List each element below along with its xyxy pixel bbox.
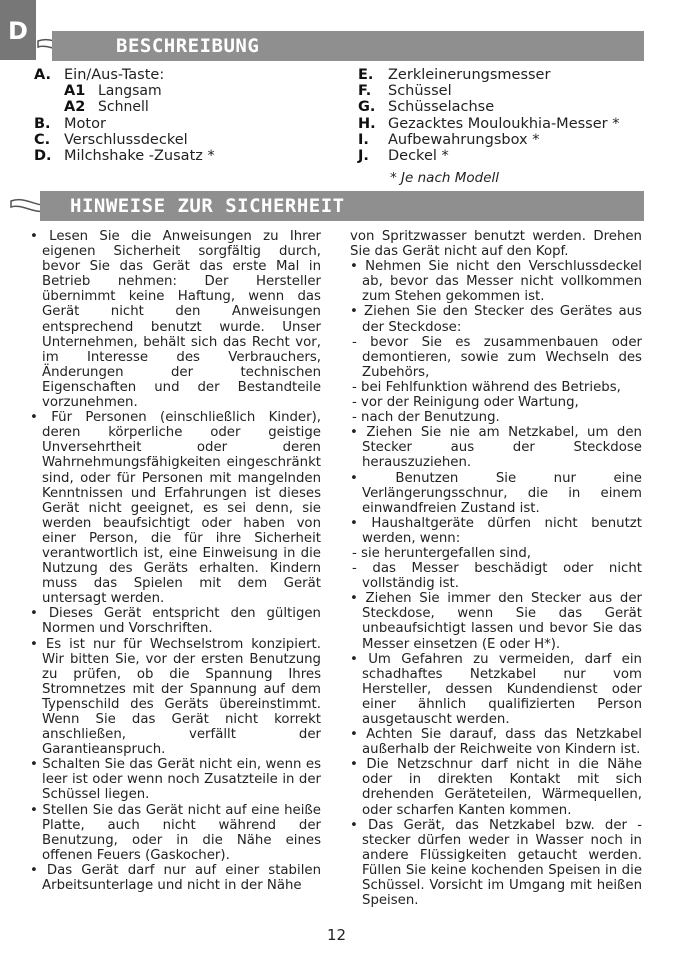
safety-bullet: • Es ist nur für Wechselstrom konzipiert. Wir bitten Sie, vor der ersten Benutzung zu prüfen, ob die Spannung Ihres Stromnetzes mit der Spannung auf dem Typenschild des Geräts übereinstimmt. Wenn Sie das Gerät nicht korrekt anschließen, verfällt der Garantieanspruch. [30,637,321,758]
item-key: G. [358,99,376,116]
safety-sub-item: - vor der Reinigung oder Wartung, [350,395,642,410]
safety-bullet: • Das Gerät darf nur auf einer stabilen Arbeitsunterlage und nicht in der Nähe [30,863,321,893]
safety-bullet: • Ziehen Sie den Stecker des Gerätes aus der Steckdose: [350,304,642,334]
safety-sub-item: - bevor Sie es zusammenbauen oder demontieren, sowie zum Wechseln des Zubehörs, [350,335,642,380]
safety-bullet: • Schalten Sie das Gerät nicht ein, wenn es leer ist oder wenn noch Zusatzteile in der Schüssel liegen. [30,757,321,802]
item-key: H. [358,115,376,132]
item-key: A1 [64,83,86,100]
safety-bullet: • Das Gerät, das Netzkabel bzw. der -stecker dürfen weder in Wasser noch in andere Flüssigkeiten getaucht werden. Füllen Sie keine kochenden Speisen in die Schüssel. Vorsicht im Umgang mit heißen Speisen. [350,818,642,909]
page-number: 12 [326,926,347,944]
safety-bullet: • Stellen Sie das Gerät nicht auf eine heiße Platte, auch nicht während der Benutzung, oder in die Nähe eines offenen Feuers (Gaskocher). [30,803,321,863]
language-tab [0,0,36,60]
description-banner [52,31,644,61]
safety-banner [40,191,644,221]
description-item [358,67,658,83]
item-key: A. [34,67,51,83]
description-item [34,99,334,115]
safety-sub-item: - nach der Benutzung. [350,410,642,425]
item-key: C. [34,131,51,148]
item-text: Langsam [98,83,162,100]
description-item [34,132,334,148]
item-text: Verschlussdeckel [64,131,188,148]
description-item [34,83,334,99]
item-key: J. [358,147,369,164]
safety-title: HINWEISE ZUR SICHERHEIT [70,195,345,217]
item-text: Motor [64,115,106,132]
safety-bullet: • Haushaltgeräte dürfen nicht benutzt werden, wenn: [350,516,642,546]
description-item [358,132,658,148]
description-left-list [34,67,334,164]
safety-sub-item: - sie heruntergefallen sind, [350,546,642,561]
safety-bullet: • Um Gefahren zu vermeiden, darf ein schadhaftes Netzkabel nur vom Hersteller, dessen Kundendienst oder einer ähnlich qualifizierten Person ausgetauscht werden. [350,652,642,727]
item-key: A2 [64,99,86,116]
description-item [358,99,658,115]
item-key: E. [358,67,374,83]
safety-text: von Spritzwasser benutzt werden. Drehen Sie das Gerät nicht auf den Kopf. [350,229,642,260]
safety-sub-item: - bei Fehlfunktion während des Betriebs, [350,380,642,395]
description-right-list [358,67,658,164]
item-text: Schüsselachse [388,99,495,116]
safety-left-column [30,229,321,893]
safety-bullet: • Achten Sie darauf, dass das Netzkabel außerhalb der Reichweite von Kindern ist. [350,727,642,757]
safety-bullet: • Für Personen (einschließlich Kinder), deren körperliche oder geistige Unversehrtheit oder deren Wahrnehmungsfähigkeiten eingeschränkt sind, oder für Personen mit mangelnden Kenntnissen und Erfahrungen ist dieses Gerät nicht geeignet, es sei denn, sie werden beaufsichtigt oder haben von einer Person, die für ihre Sicherheit verantwortlich ist, eine Einweisung in die Nutzung des Geräts erhalten. Kindern muss das Spielen mit dem Gerät untersagt werden. [30,410,321,606]
safety-bullet: • Benutzen Sie nur eine Verlängerungsschnur, die in einem einwandfreien Zustand ist. [350,471,642,516]
safety-bullet: • Die Netzschnur darf nicht in die Nähe oder in direkten Kontakt mit sich drehenden Geräteteilen, Wärmequellen, oder scharfen Kanten kommen. [350,757,642,817]
description-item [358,116,658,132]
safety-bullet: • Ziehen Sie immer den Stecker aus der Steckdose, wenn Sie das Gerät unbeaufsichtigt lassen und bevor Sie das Messer einsetzen (E oder H*). [350,591,642,651]
item-key: F. [358,83,372,100]
item-text: Zerkleinerungsmesser [388,67,551,83]
description-item [34,67,334,83]
item-text: Milchshake -Zusatz * [64,147,215,164]
safety-bullet: • Dieses Gerät entspricht den gültigen Normen und Vorschriften. [30,606,321,636]
item-text: Gezacktes Mouloukhia-Messer * [388,115,620,132]
item-key: B. [34,115,51,132]
safety-sub-item: - das Messer beschädigt oder nicht vollständig ist. [350,561,642,591]
item-text: Ein/Aus-Taste: [64,67,165,83]
language-code: D [8,17,28,45]
item-text: Aufbewahrungsbox * [388,131,540,148]
description-item [358,148,658,164]
description-item [34,148,334,164]
item-text: Deckel * [388,147,449,164]
description-title: BESCHREIBUNG [116,35,260,57]
description-footnote: * Je nach Modell [390,170,500,186]
safety-bullet: • Lesen Sie die Anweisungen zu Ihrer eigenen Sicherheit sorgfältig durch, bevor Sie das Gerät das erste Mal in Betrieb nehmen: Der Hersteller übernimmt keine Haftung, wenn das Gerät nicht den Anweisungen entsprechend benutzt wurde. Unser Unternehmen, behält sich das Recht vor, im Interesse des Verbrauchers, Änderungen der technischen Eigenschaften und der Bestandteile vorzunehmen. [30,229,321,410]
item-key: D. [34,147,52,164]
safety-right-column [350,229,642,908]
safety-bullet: • Nehmen Sie nicht den Verschlussdeckel ab, bevor das Messer nicht vollkommen zum Stehen gekommen ist. [350,259,642,304]
item-key: I. [358,131,369,148]
item-text: Schnell [98,99,149,116]
item-text: Schüssel [388,83,452,100]
description-item [34,116,334,132]
safety-bullet: • Ziehen Sie nie am Netzkabel, um den Stecker aus der Steckdose herauszuziehen. [350,425,642,470]
description-item [358,83,658,99]
